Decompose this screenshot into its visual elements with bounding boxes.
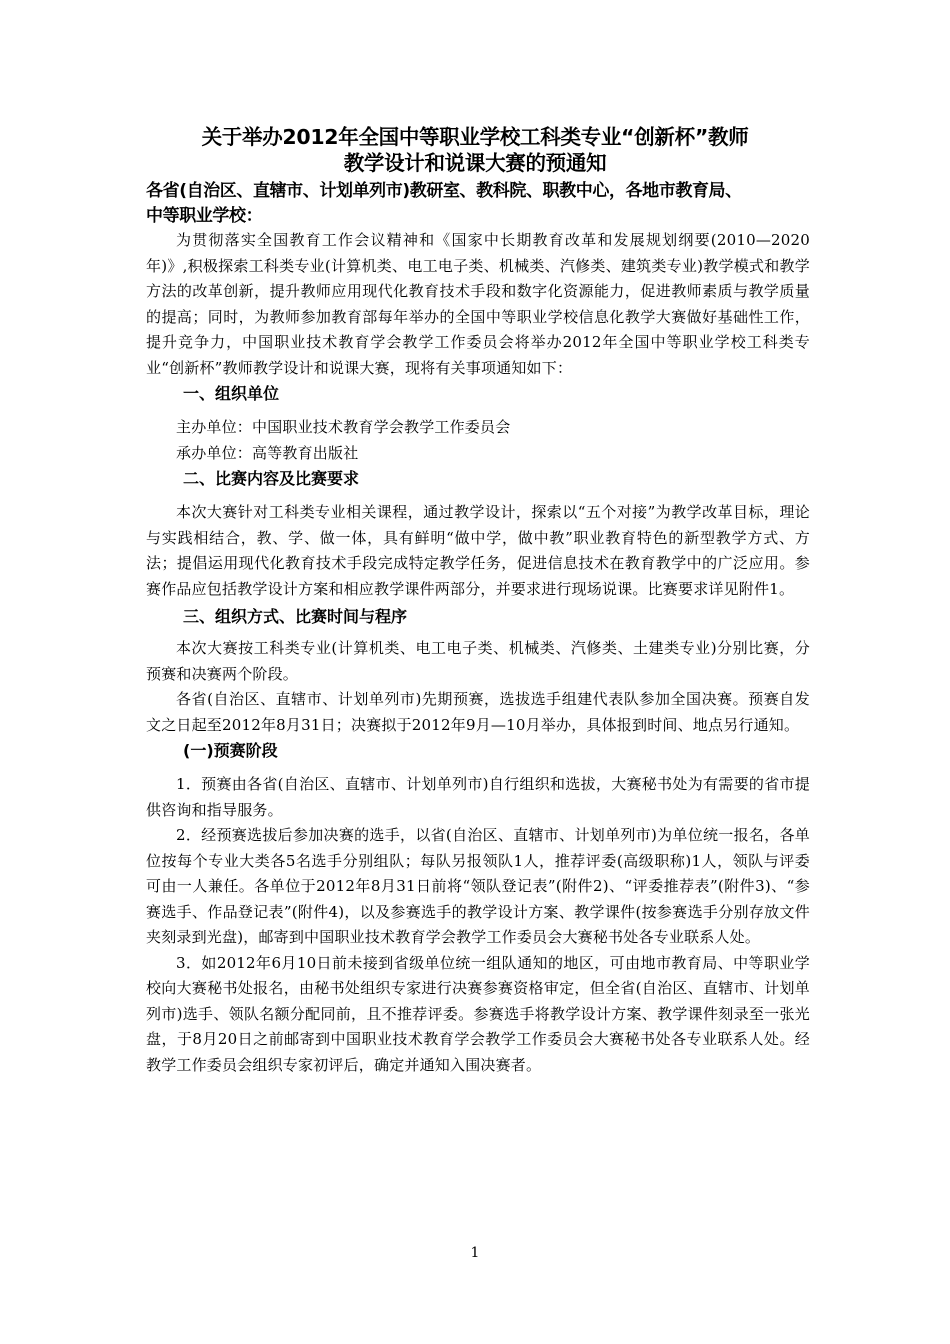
organizer-line: 主办单位：中国职业技术教育学会教学工作委员会 xyxy=(176,418,511,436)
addressee-line-2: 中等职业学校： xyxy=(146,206,263,226)
intro-paragraph: 为贯彻落实全国教育工作会议精神和《国家中长期教育改革和发展规划纲要(2010—2020年)》,积极探索工科类专业(计算机类、电工电子类、机械类、汽修类、建筑类专业)教学模式和教学方法的改革创新，提升教师应用现代化教育技术手段和数字化资源能力，促进教师素质与教学质量的提高；同时，为教师参加教育部每年举办的全国中等职业学校信息化教学大赛做好基础性工作，提升竞争力，中国职业技术教育学会教学工作委员会将举办2012年全国中等职业学校工科类专业“创新杯”教师教学设计和说课大赛，现将有关事项通知如下： xyxy=(146,231,810,377)
title-line-2: 教学设计和说课大赛的预通知 xyxy=(343,151,607,175)
subsection-heading-preliminary: (一)预赛阶段 xyxy=(183,741,278,760)
procedure-paragraph-2: 各省(自治区、直辖市、计划单列市)先期预赛，选拔选手组建代表队参加全国决赛。预赛自发文之日起至2012年8月31日；决赛拟于2012年9月—10月举办，具体报到时间、地点另行通知。 xyxy=(146,690,810,734)
content-paragraph: 本次大赛针对工科类专业相关课程，通过教学设计，探索以“五个对接”为教学改革目标，理论与实践相结合，教、学、做一体，具有鲜明“做中学，做中教”职业教育特色的新型教学方式、方法；提倡运用现代化教育技术手段完成特定教学任务，促进信息技术在教育教学中的广泛应用。参赛作品应包括教学设计方案和相应教学课件两部分，并要求进行现场说课。比赛要求详见附件1。 xyxy=(146,503,810,598)
preliminary-item-3: 3．如2012年6月10日前未接到省级单位统一组队通知的地区，可由地市教育局、中等职业学校向大赛秘书处报名，由秘书处组织专家进行决赛参赛资格审定，但全省(自治区、直辖市、计划单列市)选手、领队名额分配同前，且不推荐评委。参赛选手将教学设计方案、教学课件刻录至一张光盘，于8月20日之前邮寄到中国职业技术教育学会教学工作委员会大赛秘书处各专业联系人处。经教学工作委员会组织专家初评后，确定并通知入围决赛者。 xyxy=(146,953,810,1074)
document-title xyxy=(130,124,820,176)
preliminary-item-1: 1．预赛由各省(自治区、直辖市、计划单列市)自行组织和选拔，大赛秘书处为有需要的省市提供咨询和指导服务。 xyxy=(146,775,810,819)
addressee xyxy=(146,179,806,229)
undertaker-line: 承办单位：高等教育出版社 xyxy=(176,443,359,462)
section-heading-procedure: 三、组织方式、比赛时间与程序 xyxy=(183,607,408,626)
page-number: 1 xyxy=(470,1245,480,1261)
document-body xyxy=(146,228,810,1078)
addressee-line-1: 各省(自治区、直辖市、计划单列市)教研室、教科院、职教中心，各地市教育局、 xyxy=(146,181,742,201)
preliminary-item-2: 2．经预赛选拔后参加决赛的选手，以省(自治区、直辖市、计划单列市)为单位统一报名，各单位按每个专业大类各5名选手分别组队；每队另报领队1人，推荐评委(高级职称)1人，领队与评委可由一人兼任。各单位于2012年8月31日前将“领队登记表”(附件2)、“评委推荐表”(附件3)、“参赛选手、作品登记表”(附件4)，以及参赛选手的教学设计方案、教学课件(按参赛选手分别存放文件夹刻录到光盘)，邮寄到中国职业技术教育学会教学工作委员会大赛秘书处各专业联系人处。 xyxy=(146,826,810,946)
procedure-paragraph-1: 本次大赛按工科类专业(计算机类、电工电子类、机械类、汽修类、土建类专业)分别比赛，分预赛和决赛两个阶段。 xyxy=(146,639,810,683)
section-heading-content: 二、比赛内容及比赛要求 xyxy=(183,469,360,488)
title-line-1: 关于举办2012年全国中等职业学校工科类专业“创新杯”教师 xyxy=(201,125,749,149)
section-heading-organizers: 一、组织单位 xyxy=(183,384,280,403)
